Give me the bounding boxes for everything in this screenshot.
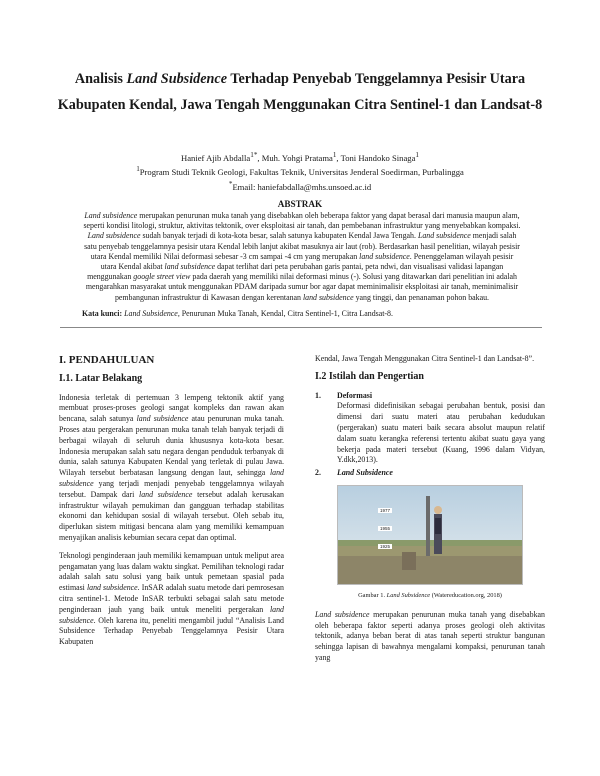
list-item-text: Deformasi didefinisikan sebagai perubahan bentuk, posisi dan dimensi dari suatu materi atau perubahan kedudukan (pergerakan) suatu materi baik secara absolut maupun relatif dalam suatu kerangka referensi tertentu akibat suatu gaya yang bekerja pada materi tersebut (Kuang, 1996 dalam Vidyan, Y.dkk,2013). — [337, 401, 545, 465]
figure-caption: Gambar 1. Land Subsidence (Watereducation.org, 2018) — [358, 591, 502, 599]
title-italic: Land Subsidence — [126, 71, 228, 87]
list-item-title: Deformasi — [337, 390, 373, 400]
author-names: Hanief Ajib Abdalla$^{1*}$, Muh. Yohgi Pratama$^1$, Toni Handoko Sinaga$^1$ — [181, 151, 419, 163]
subsection-heading-latar-belakang: I.1. Latar Belakang — [59, 372, 143, 384]
fig-sign-1955: 1955 — [380, 525, 391, 531]
section-divider — [60, 327, 542, 328]
keywords: Kata kunci: Land Subsidence, Penurunan Muka Tanah, Kendal, Citra Sentinel-1, Citra Landsat-8. — [82, 309, 393, 318]
paragraph: Land subsidence merupakan penurunan muka tanah yang disebabkan oleh beberapa faktor seperti adanya proses geologi oleh aktivitas tektonik, adanya beban berat di atas tanah seperti struktur bangunan sehingga lapisan di bawahnya mengalami kompaksi, penurunan tanah yang — [315, 609, 545, 662]
paragraph: Indonesia terletak di pertemuan 3 lempeng tektonik aktif yang membuat proses-proses geologi sangat kompleks dan rawan akan bencana, salah satunya land subsidence atau penurunan muka tanah. Proses atau pergerakan penurunan muka tanah telah banyak terjadi di berbagai wilayah di seluruh dunia khususnya kota-kota besar. Indonesia merupakan salah satu negara dengan penduduk terbanyak di dunia, salah satunya Kabupaten Kendal yang terletak di pulau Jawa. Wilayah tersebut berbatasan langsung dengan laut, sehingga land subsidence yang terjadi menjadi penyebab tenggelamnya wilayah tersebut. Dampak dari land subsidence tersebut adalah kerusakan infrastruktur wilayah pemukiman dan gangguan terhadap stabilitas ekonomi dan kehidupan sosial di wilayah tersebut. Oleh sebab itu, diperlukan sistem mitigasi bencana alam yang memiliki kemampuan menyajikan analisis kebumian secara cepat dan optimal. — [59, 392, 284, 542]
subsection-heading-istilah: I.2 Istilah dan Pengertian — [315, 370, 424, 382]
fig-sign-1925: 1925 — [380, 543, 391, 549]
affiliation: $^1$Program Studi Teknik Geologi, Fakultas Teknik, Universitas Jenderal Soedirman, Purbalingga — [136, 165, 464, 178]
section-heading-pendahuluan: I. PENDAHULUAN — [59, 354, 155, 366]
author-block — [0, 150, 600, 193]
list-item: 2. Land Subsidence — [315, 468, 393, 478]
list-item-title: Land Subsidence — [337, 468, 393, 478]
left-column — [59, 355, 284, 655]
list-item: 1. Deformasi Deformasi didefinisikan sebagai perubahan bentuk, posisi dan dimensi dari suatu materi atau perubahan kedudukan (pergerakan) suatu materi baik secara absolut maupun relatif dalam suatu kerangka referensi tertentu akibat suatu gaya yang bekerja pada materi tersebut (Kuang, 1996 dalam Vidyan, Y.dkk,2013). — [315, 390, 545, 465]
title-pre: Analisis — [74, 71, 127, 87]
photo-illustration — [338, 486, 522, 584]
paragraph: Kendal, Jawa Tengah Menggunakan Citra Sentinel-1 dan Landsat-8”. — [315, 354, 535, 363]
email: *Email: haniefabdalla@mhs.unsoed.ac.id — [228, 179, 372, 192]
abstract-text: Land subsidence merupakan penurunan muka tanah yang disebabkan oleh beberapa faktor yang dapat berasal dari manusia maupun alam, seperti kondisi litologi, struktur, aktivitas tektonik, over eksploitasi air tanah, dan pembebanan infrastruktur yang menyebabkan kompaksi. Land subsidence sudah banyak terjadi di kota-kota besar, salah satunya kabupaten Kendal Jawa Tengah. Land subsidence menjadi salah satu penyebab tenggelamnya pesisir utara Kendal lebih lanjut akibat masuknya air laut (rob). Berdasarkan hasil penelitian, wilayah pesisir utara Kendal memiliki Nilai deformasi sebesar -3 cm sampai -4 cm yang merupakan land subsidence. Penenggelaman wilayah pesisir utara Kendal akibat land subsidence dapat terlihat dari peta perubahan garis pantai, peta ndwi, dan visualisasi validasi lapangan menggunakan google street view pada daerah yang memiliki nilai deformasi minus (-). Solusi yang ditawarkan dari penelitian ini adalah mengarahkan masyarakat untuk menggunakan PDAM daripada sumur bor agar dapat meminimalisir eksploitasi air tanah, meminimalisir pembangunan infrastruktur di Kawasan dengan kerentanan land subsidence yang tinggi, dan penanaman pohon bakau. — [83, 211, 521, 302]
abstract-heading: ABSTRAK — [277, 199, 323, 209]
paper-title — [50, 66, 550, 118]
title-post: Terhadap Penyebab Tenggelamnya Pesisir Utara Kabupaten Kendal, Jawa Tengah Menggunakan Citra Sentinel-1 dan Landsat-8 — [57, 71, 543, 113]
fig-sign-1977: 1977 — [380, 507, 391, 513]
right-column — [315, 354, 545, 671]
paragraph: Teknologi penginderaan jauh memiliki kemampuan untuk meliput area pengamatan yang luas dalam waktu singkat. Pemilihan teknologi radar adalah salah satu solusi yang baik untuk pemetaan spasial pada estimasi land subsidence. InSAR adalah suatu metode dari pemrosesan citra sentinel-1. Metode InSAR terbukti sebagai salah satu metode penginderaan jauh yang baik untuk meneliti pergerakan land subsidence. Oleh karena itu, peneliti mengambil judul “Analisis Land Subsidence Terhadap Penyebab Tenggelamnya Pesisir Utara Kabupaten — [59, 550, 284, 647]
land-subsidence-photo — [337, 485, 523, 585]
